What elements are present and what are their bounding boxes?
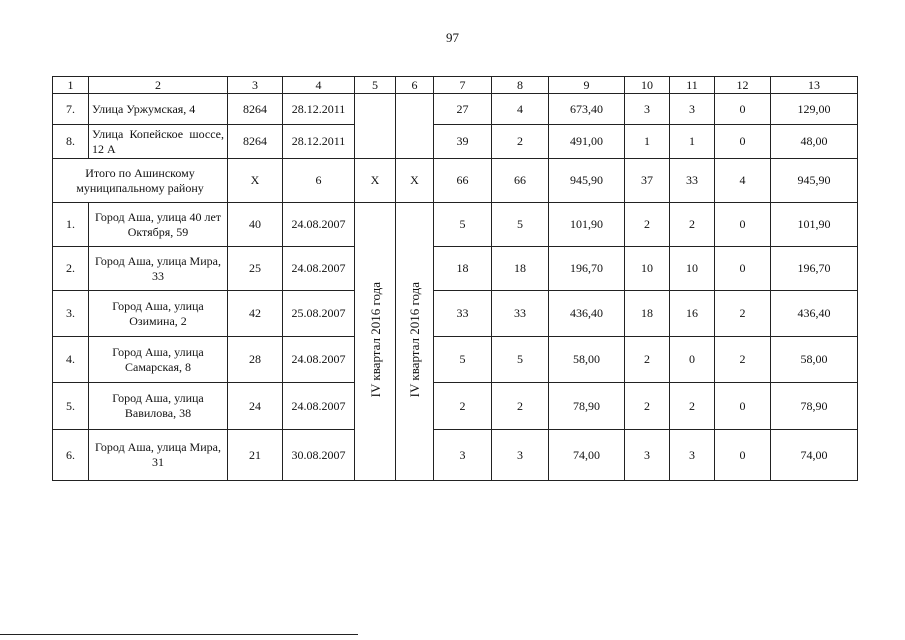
cell: 33 [670,159,715,203]
cell: 30.08.2007 [283,430,355,481]
cell: 66 [492,159,549,203]
column-header: 2 [89,77,228,94]
cell: 436,40 [771,291,858,337]
cell: 3 [492,430,549,481]
cell: Х [228,159,283,203]
cell: 2 [670,203,715,247]
cell: 0 [670,337,715,383]
cell: 945,90 [549,159,625,203]
cell: 2 [715,337,771,383]
column-header: 6 [396,77,434,94]
cell: 101,90 [771,203,858,247]
cell: 2 [625,337,670,383]
cell: 6 [283,159,355,203]
table-row [53,383,858,430]
column-header: 11 [670,77,715,94]
cell: 0 [715,94,771,125]
row-number: 4. [53,337,89,383]
period-vertical-text: IV квартал 2016 года [407,281,422,398]
column-header: 10 [625,77,670,94]
cell: Х [355,159,396,203]
cell: 24 [228,383,283,430]
column-header: 8 [492,77,549,94]
table-row [53,125,858,159]
row-address: Город Аша, улица Вавилова, 38 [89,383,228,430]
cell: 2 [625,383,670,430]
cell: 33 [434,291,492,337]
cell: 74,00 [549,430,625,481]
cell: 0 [715,247,771,291]
cell: 2 [492,383,549,430]
cell: 24.08.2007 [283,247,355,291]
row-address: Город Аша, улица Самарская, 8 [89,337,228,383]
cell: 58,00 [549,337,625,383]
column-number-row [53,77,858,94]
cell: 5 [434,203,492,247]
cell: 436,40 [549,291,625,337]
table-row [53,94,858,125]
cell: 58,00 [771,337,858,383]
footnote-divider [0,634,358,635]
cell: 2 [715,291,771,337]
column-header: 7 [434,77,492,94]
cell: 25 [228,247,283,291]
column-header: 1 [53,77,89,94]
page-number: 97 [446,30,459,45]
cell: 196,70 [549,247,625,291]
cell: 8264 [228,94,283,125]
cell: 33 [492,291,549,337]
cell: 0 [715,430,771,481]
cell: 5 [492,203,549,247]
row-number: 3. [53,291,89,337]
cell: 66 [434,159,492,203]
row-number: 1. [53,203,89,247]
column-header: 13 [771,77,858,94]
cell: 4 [715,159,771,203]
cell: 2 [492,125,549,159]
row-address: Город Аша, улица 40 лет Октября, 59 [89,203,228,247]
cell: 101,90 [549,203,625,247]
cell: 25.08.2007 [283,291,355,337]
cell: 27 [434,94,492,125]
row-number: 7. [53,94,89,125]
cell: 18 [625,291,670,337]
cell: 18 [434,247,492,291]
cell: 74,00 [771,430,858,481]
cell: 129,00 [771,94,858,125]
table-row [53,337,858,383]
row-number: 2. [53,247,89,291]
cell: 37 [625,159,670,203]
cell: 3 [670,94,715,125]
period-merged-cell [396,203,434,481]
row-address: Улица Уржумская, 4 [89,94,228,125]
empty-merged-cell [355,94,396,159]
cell: 0 [715,383,771,430]
column-header: 9 [549,77,625,94]
cell: 2 [670,383,715,430]
column-header: 4 [283,77,355,94]
cell: 78,90 [771,383,858,430]
cell: 28.12.2011 [283,125,355,159]
cell: 16 [670,291,715,337]
row-number: 8. [53,125,89,159]
cell: 196,70 [771,247,858,291]
cell: 1 [625,125,670,159]
cell: 0 [715,125,771,159]
cell: 21 [228,430,283,481]
cell: 24.08.2007 [283,337,355,383]
row-address: Город Аша, улица Озимина, 2 [89,291,228,337]
cell: 48,00 [771,125,858,159]
column-header: 5 [355,77,396,94]
cell: 2 [625,203,670,247]
cell: 42 [228,291,283,337]
total-row [53,159,858,203]
table-row [53,203,858,247]
cell: 5 [492,337,549,383]
cell: 945,90 [771,159,858,203]
cell: 491,00 [549,125,625,159]
cell: 24.08.2007 [283,383,355,430]
cell: 10 [670,247,715,291]
cell: 28 [228,337,283,383]
cell: 40 [228,203,283,247]
column-header: 3 [228,77,283,94]
housing-register-table [52,76,858,481]
empty-merged-cell [396,94,434,159]
table-row [53,430,858,481]
cell: 18 [492,247,549,291]
total-label: Итого по Ашинскому муниципальному району [53,159,228,203]
cell: 8264 [228,125,283,159]
cell: 28.12.2011 [283,94,355,125]
row-number: 5. [53,383,89,430]
cell: 24.08.2007 [283,203,355,247]
period-merged-cell [355,203,396,481]
cell: 3 [434,430,492,481]
column-header: 12 [715,77,771,94]
cell: 3 [670,430,715,481]
cell: Х [396,159,434,203]
row-address: Город Аша, улица Мира, 31 [89,430,228,481]
table-row [53,247,858,291]
cell: 5 [434,337,492,383]
cell: 1 [670,125,715,159]
cell: 10 [625,247,670,291]
period-vertical-text: IV квартал 2016 года [367,281,383,398]
cell: 2 [434,383,492,430]
cell: 4 [492,94,549,125]
row-number: 6. [53,430,89,481]
table-row [53,291,858,337]
cell: 0 [715,203,771,247]
cell: 39 [434,125,492,159]
cell: 78,90 [549,383,625,430]
row-address: Улица Копейское шоссе, 12 А [89,125,228,159]
cell: 673,40 [549,94,625,125]
cell: 3 [625,430,670,481]
cell: 3 [625,94,670,125]
row-address: Город Аша, улица Мира, 33 [89,247,228,291]
